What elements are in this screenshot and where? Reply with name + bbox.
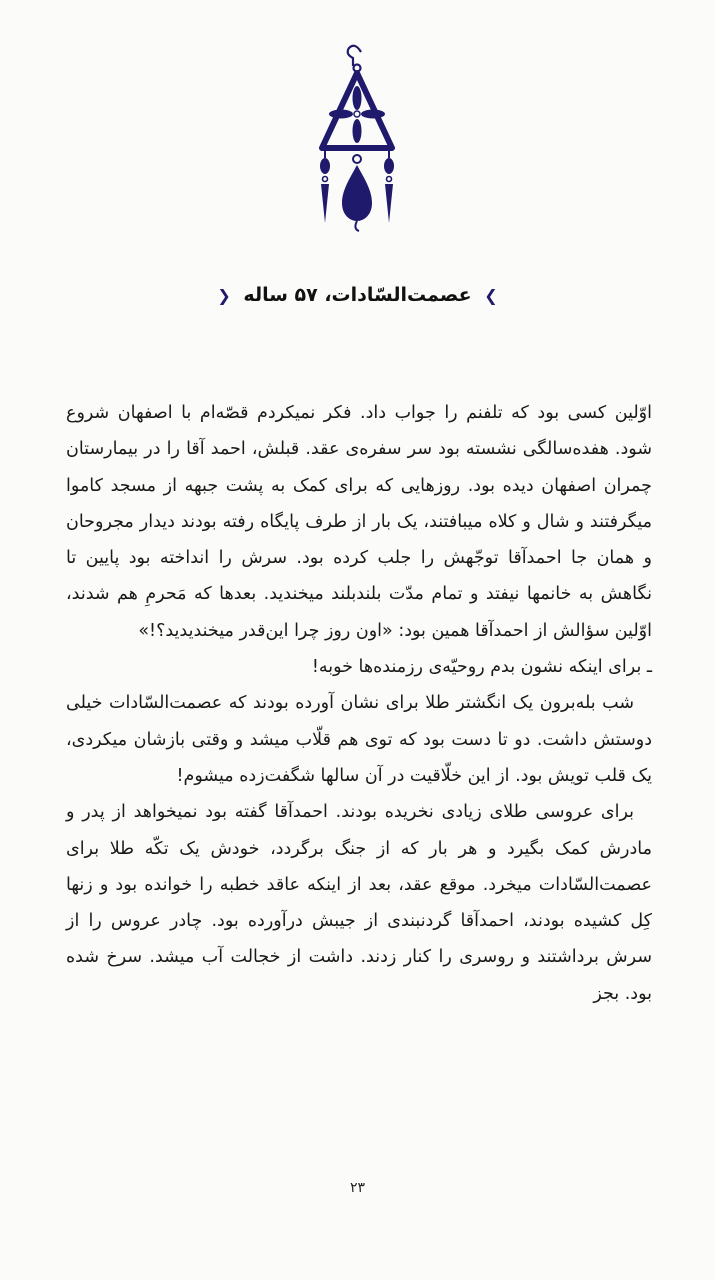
body-text	[66, 395, 652, 1012]
page-number: ۲۳	[349, 1180, 366, 1196]
paragraph: برای عروسی طلای زیادی نخریده بودند. احمدآقا گفته بود نمیخواهد از پدر و مادرش کمک بگیرد و هر بار که از جنگ برگردد، خودش یک تکّه طلا برای عصمت‌السّادات میخرد. موقع عقد، بعد از اینکه عاقد خطبه را خوانده بود و زنها کِل کشیده بودند، احمدآقا گردنبندی از جیبش درآورده بود. چادر عروس را از سرش برداشتند و روسری را کنار زدند. داشت از خجالت آب میشد. سرخ شده بود. بجز	[66, 802, 652, 1004]
paragraph: شب بله‌برون یک انگشتر طلا برای نشان آورده بودند که عصمت‌السّادات خیلی دوستش داشت. دو تا دست بود که توی هم قلّاب میشد و وقتی بازشان میکردی، یک قلب تویش بود. از این خلّاقیت در آن سالها شگفت‌زده میشوم!	[66, 693, 652, 786]
title-ornament-left: ❮	[217, 286, 231, 305]
earring-ornament-icon	[312, 38, 402, 248]
chapter-title-text: عصمت‌السّادات، ۵۷ ساله	[243, 284, 472, 306]
chapter-title	[0, 284, 715, 306]
title-ornament-right: ❯	[484, 286, 498, 305]
paragraph-dialogue: ـ برای اینکه نشون بدم روحیّه‌ی رزمنده‌ها خوبه!	[311, 657, 652, 678]
paragraph: اوّلین کسی بود که تلفنم را جواب داد. فکر نمیکردم قصّه‌ام با اصفهان شروع شود. هفده‌سالگی نشسته بود سر سفره‌ی عقد. قبلش، احمد آقا را در بیمارستان چمران اصفهان دیده بود. روزهایی که برای کمک به پشت جبهه از مسجد کاموا میگرفتند و شال و کلاه میبافتند، یک بار از طرف پایگاه رفته بودند دیدار مجروحان و همان جا احمدآقا توجّهش را جلب کرده بود. سرش را انداخته بود پایین تا نگاهش به خانمها نیفتد و تمام مدّت بلندبلند میخندید. بعدها که مَحرمِ هم شدند، اوّلین سؤالش از احمدآقا همین بود: «اون روز چرا این‌قدر میخندیدید؟!»	[66, 403, 652, 641]
